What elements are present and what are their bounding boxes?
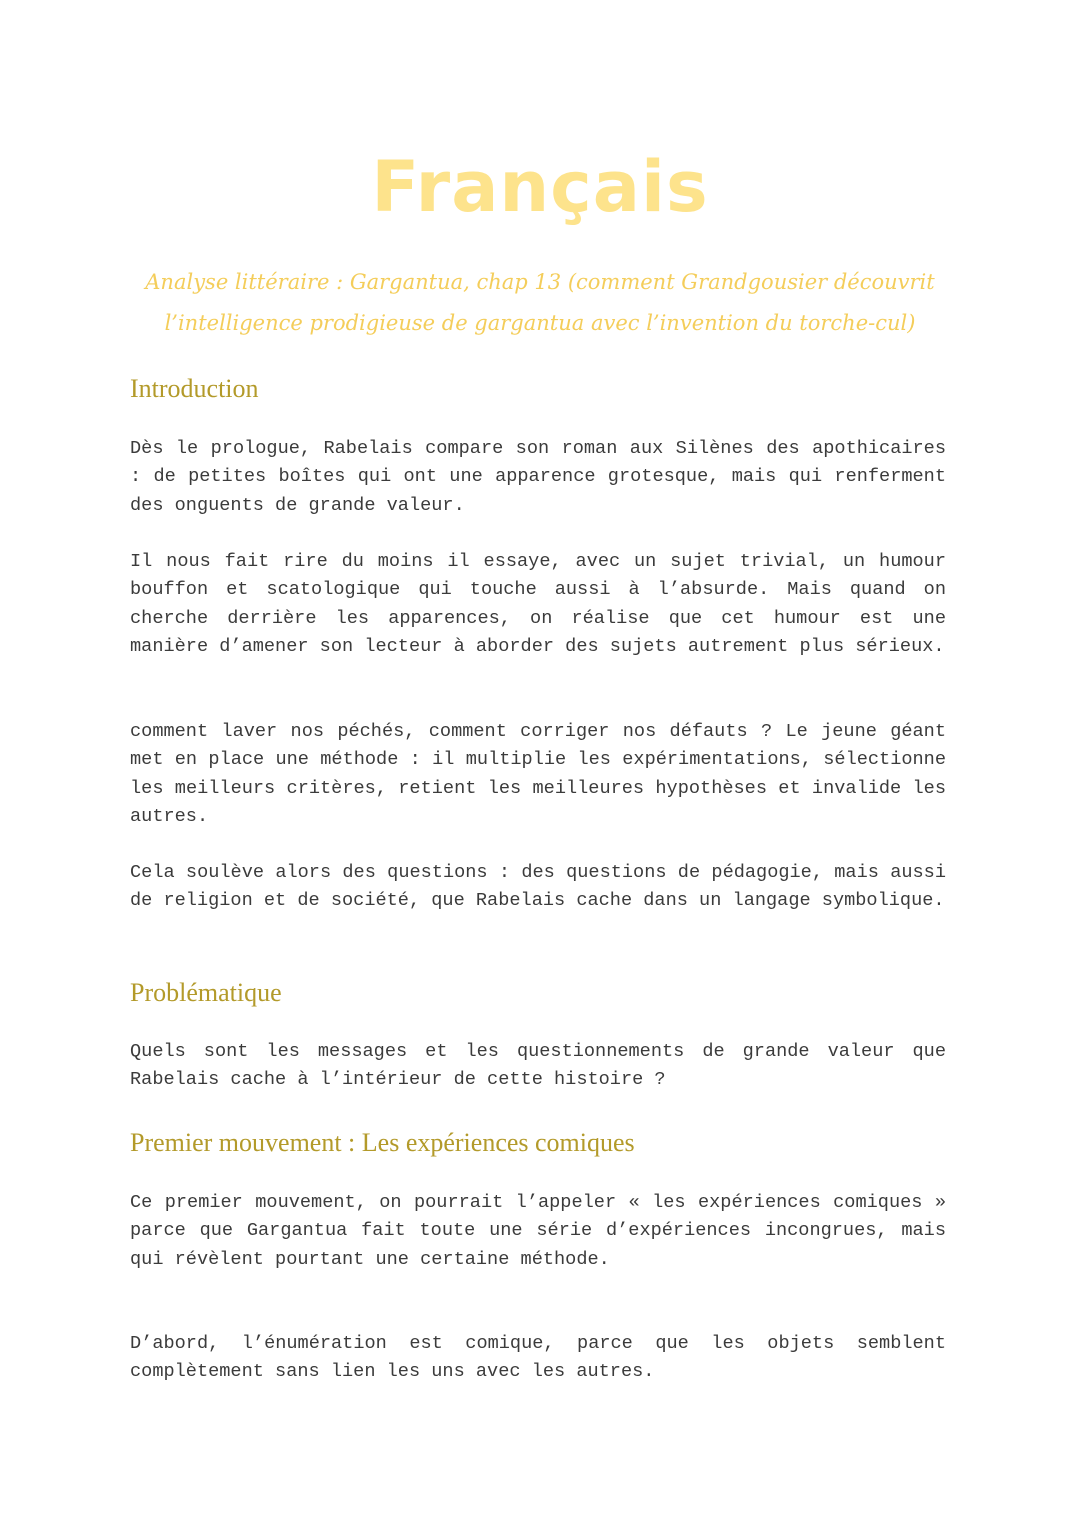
intro-paragraph-2: Il nous fait rire du moins il essaye, avec un sujet trivial, un humour bouffon et scatologique qui touche aussi à l’absurde. Mais quand on cherche derrière les apparences, on réalise que cet humour est une manière d’amener son lecteur à aborder des sujets autrement plus sérieux. bbox=[130, 551, 946, 657]
document-title: Français bbox=[371, 146, 709, 228]
problematique-paragraph: Quels sont les messages et les questionnements de grande valeur que Rabelais cache à l’intérieur de cette histoire ? bbox=[130, 1041, 946, 1091]
intro-paragraph-1: Dès le prologue, Rabelais compare son roman aux Silènes des apothicaires : de petites boîtes qui ont une apparence grotesque, mais qui renferment des onguents de grande valeur. bbox=[130, 438, 946, 516]
mouvement-paragraph-2: D’abord, l’énumération est comique, parce que les objets semblent complètement sans lien les uns avec les autres. bbox=[130, 1333, 946, 1383]
section-heading-problematique: Problématique bbox=[130, 978, 282, 1007]
document-subtitle: Analyse littéraire : Gargantua, chap 13 (comment Grandgousier découvrit l’intelligence prodigieuse de gargantua avec l’invention du torche-cul) bbox=[145, 270, 935, 335]
section-heading-introduction: Introduction bbox=[130, 374, 259, 403]
mouvement-paragraph-1: Ce premier mouvement, on pourrait l’appeler « les expériences comiques » parce que Gargantua fait toute une série d’expériences incongrues, mais qui révèlent pourtant une certaine méthode. bbox=[130, 1192, 946, 1270]
section-heading-premier-mouvement: Premier mouvement : Les expériences comiques bbox=[130, 1128, 635, 1157]
intro-paragraph-4: Cela soulève alors des questions : des questions de pédagogie, mais aussi de religion et de société, que Rabelais cache dans un langage symbolique. bbox=[130, 862, 946, 912]
intro-paragraph-3: comment laver nos péchés, comment corriger nos défauts ? Le jeune géant met en place une méthode : il multiplie les expérimentations, sélectionne les meilleurs critères, retient les meilleures hypothèses et invalide les autres. bbox=[130, 721, 946, 827]
